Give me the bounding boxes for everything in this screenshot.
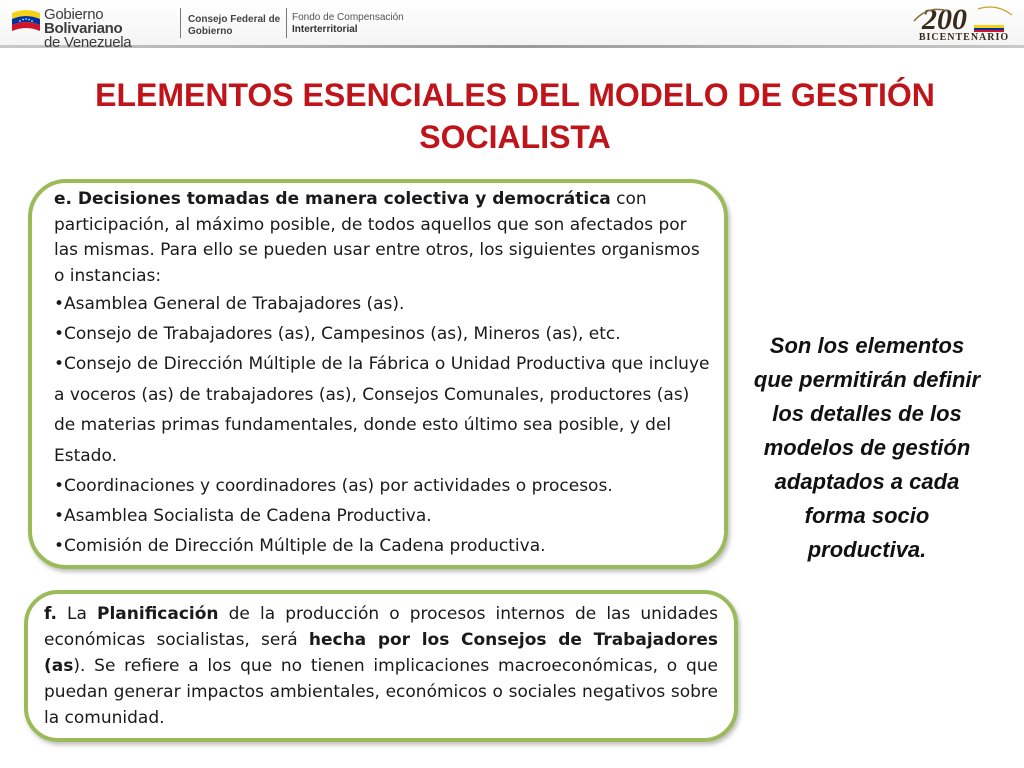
side-note: Son los elementos que permitirán definir los detalles de los modelos de gestión adaptados a cada forma socio productiva. [753,333,981,562]
decisiones-colectivas-text [54,187,714,561]
planificacion-keyword: Planificación [97,604,219,624]
list-item: •Asamblea Socialista de Cadena Productiva. [54,506,432,526]
list-item: •Comisión de Dirección Múltiple de la Cadena productiva. [54,536,546,556]
planificacion-text: f. La Planificación de la producción o procesos internos de las unidades económicas socialistas, será hecha por los Consejos de Trabajadores (as). Se refiere a los que no tienen implicaciones macroeconómicas, o que puedan generar impactos ambientales, económicos o sociales negativos sobre la comunidad. [44,604,718,728]
list-item: •Consejo de Trabajadores (as), Campesinos (as), Mineros (as), etc. [54,324,621,344]
consejos-trabajadores-keyword: hecha por los Consejos de Trabajadores (as [44,630,718,676]
decisiones-heading: e. Decisiones tomadas de manera colectiva y democrática [54,189,611,209]
venezuela-flag-icon [10,7,42,35]
bicentenario-number: 200 [922,3,967,36]
decisiones-intro: e. Decisiones tomadas de manera colectiva y democrática con participación, al máximo posible, de todos aquellos que son afectados por las mismas. Para ello se pueden usar entre otros, los siguientes organismos o instancias: [54,189,700,286]
page-title [60,74,970,158]
planificacion-letter: f. [44,604,57,624]
consejo-federal-label: Consejo Federal de Gobierno [188,14,281,37]
header-separator [180,8,181,38]
list-item: •Coordinaciones y coordinadores (as) por actividades o procesos. [54,476,613,496]
page-title-line2: SOCIALISTA [419,119,611,155]
bicentenario-word: BICENTENARIO [918,32,1010,43]
fondo-compensacion-label: Fondo de Compensación Interterritorial [292,12,404,35]
gobierno-bolivariano-logo-text: Gobierno Bolivariano de Venezuela [44,6,132,51]
list-item: •Consejo de Dirección Múltiple de la Fábrica o Unidad Productiva que incluye a voceros (as) de trabajadores (as), Consejos Comunales, productores (as) de materias primas fundamentales, donde esto último sea posible, y del Estado. [54,354,710,466]
page-title-line1: ELEMENTOS ESENCIALES DEL MODELO DE GESTIÓN [95,77,935,113]
header-separator [286,8,287,38]
list-item: •Asamblea General de Trabajadores (as). [54,294,405,314]
